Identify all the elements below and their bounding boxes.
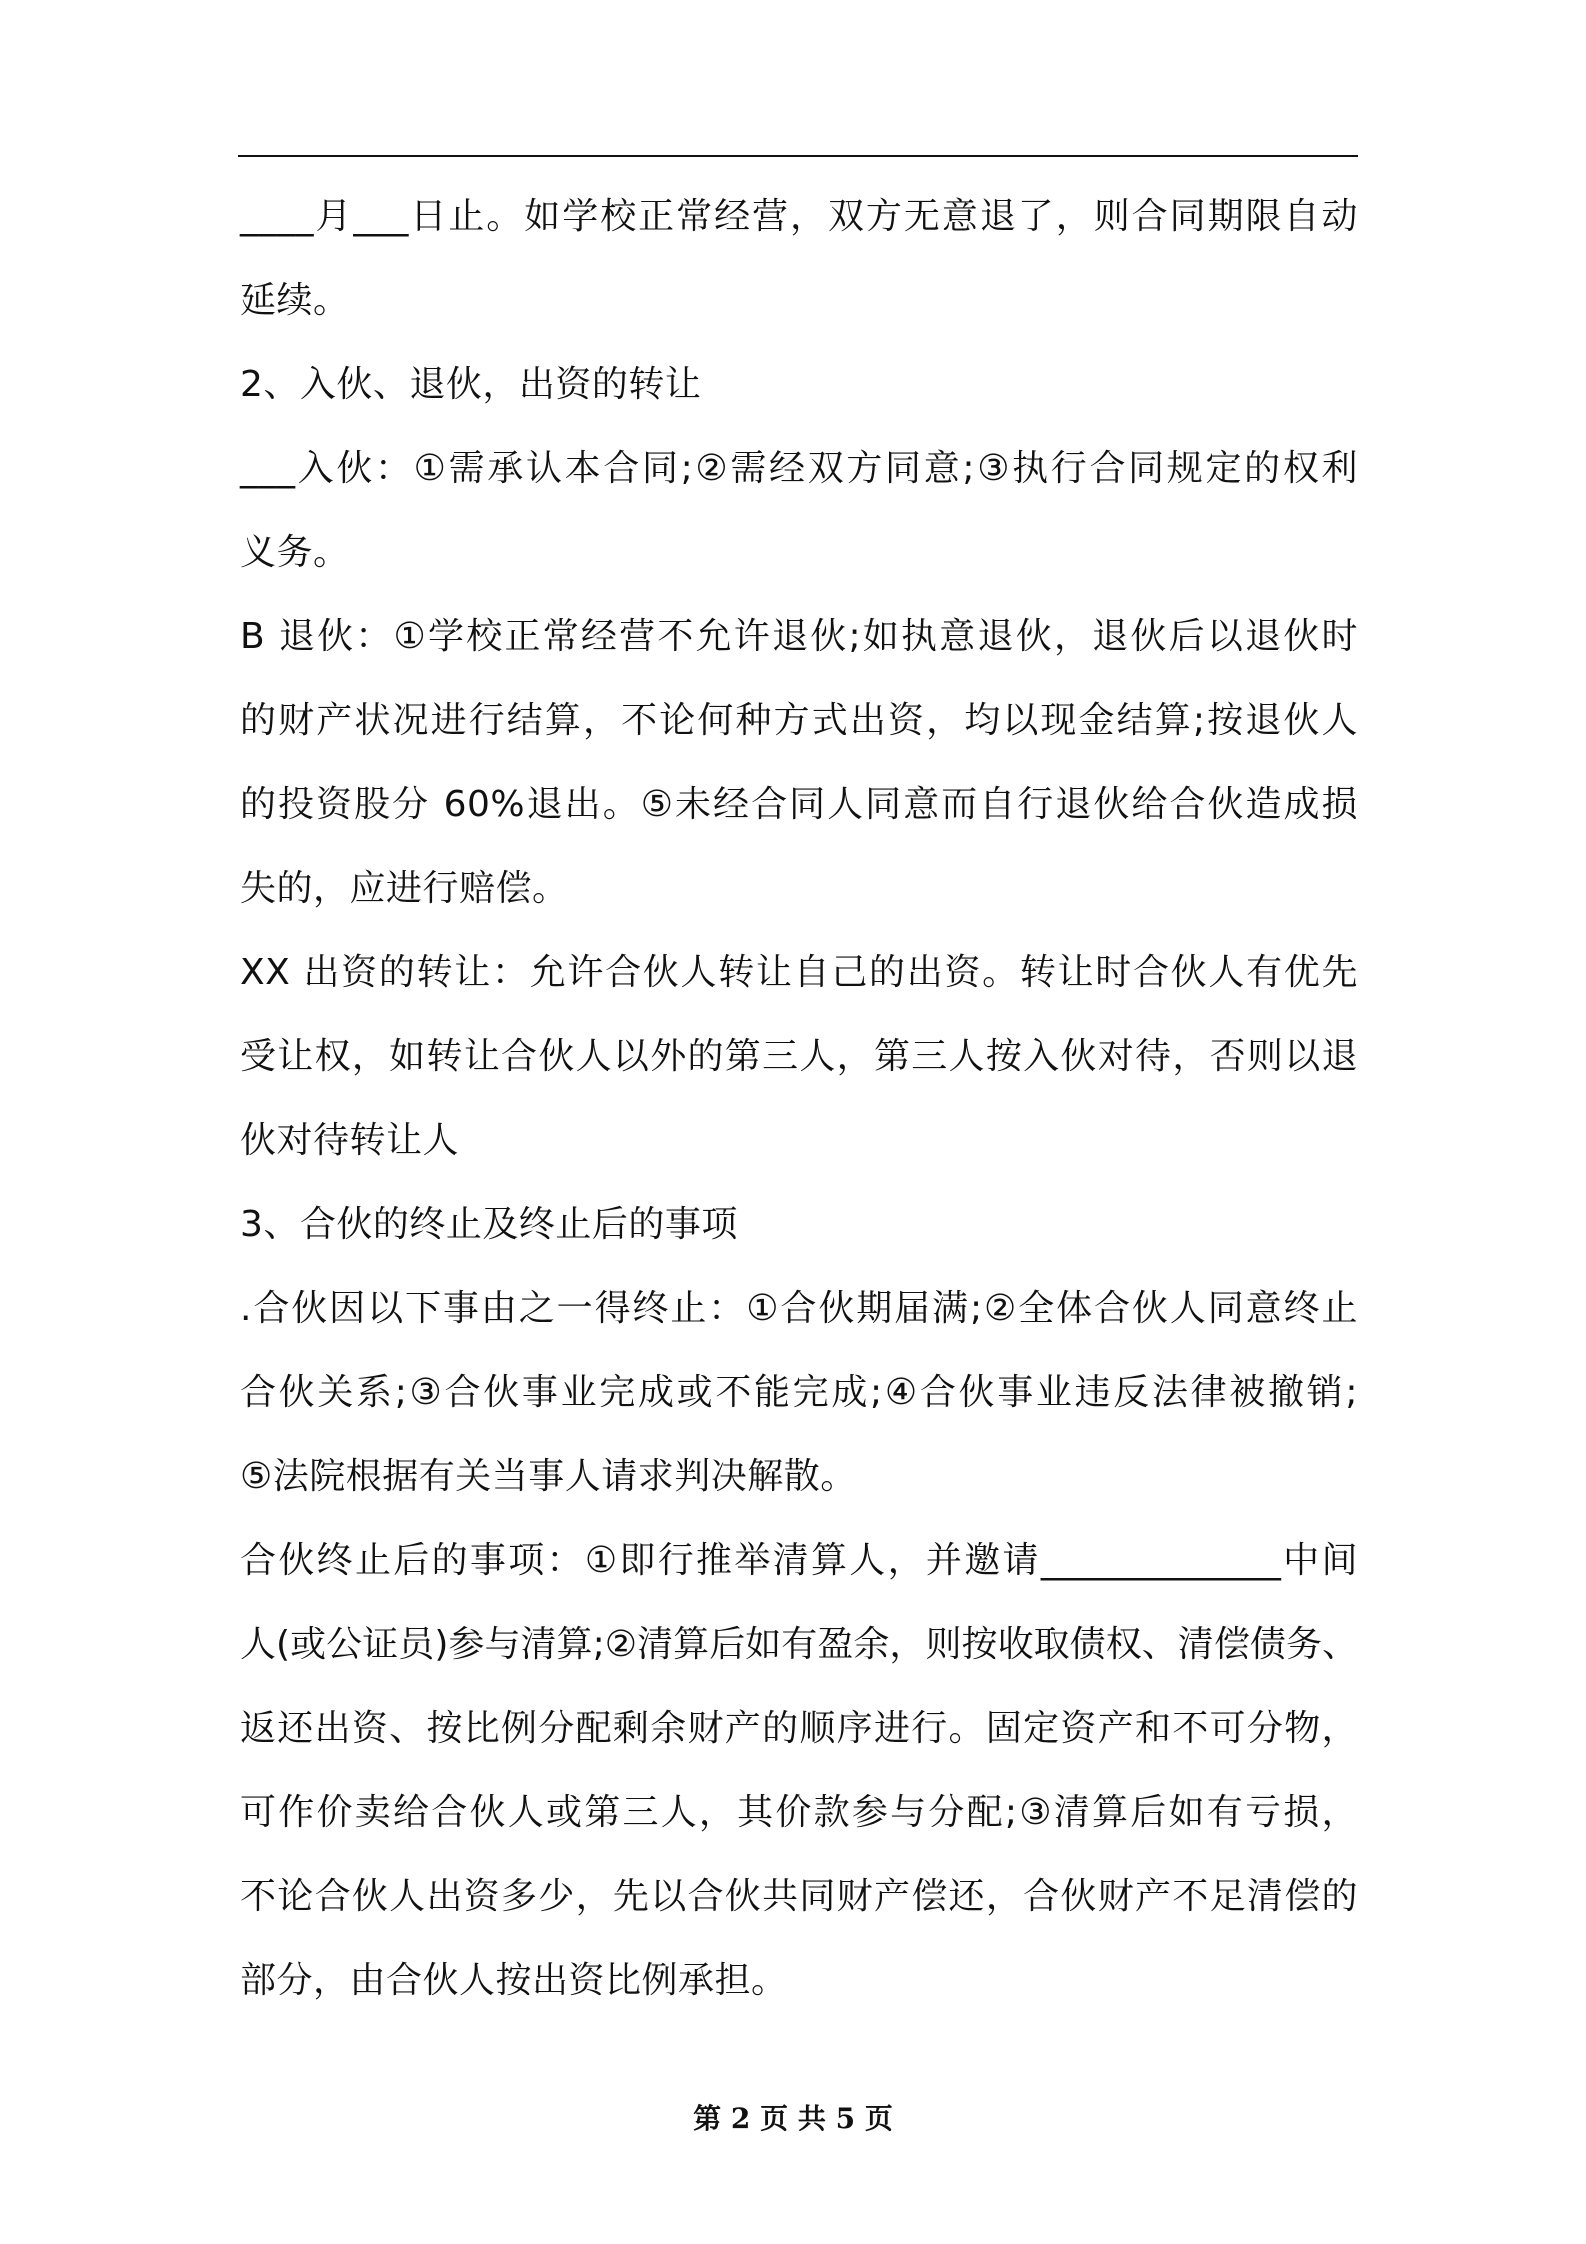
body-line: XX 出资的转让：允许合伙人转让自己的出资。转让时合伙人有优先 [240,952,1358,993]
body-line: 不论合伙人出资多少，先以合伙共同财产偿还，合伙财产不足清偿的 [240,1876,1358,1917]
body-line: ____月___日止。如学校正常经营，双方无意退了，则合同期限自动 [240,196,1358,237]
body-line: 伙对待转让人 [240,1120,460,1161]
body-line: 失的，应进行赔偿。 [240,868,569,909]
body-line: 的财产状况进行结算，不论何种方式出资，均以现金结算;按退伙人 [240,700,1358,741]
body-line: 人(或公证员)参与清算;②清算后如有盈余，则按收取债权、清偿债务、 [240,1624,1358,1665]
body-line: 义务。 [240,532,350,573]
body-line: 受让权，如转让合伙人以外的第三人，第三人按入伙对待，否则以退 [240,1036,1358,1077]
body-line: 返还出资、按比例分配剩余财产的顺序进行。固定资产和不可分物， [240,1708,1358,1749]
page-number: 第 2 页 共 5 页 [693,2102,893,2135]
body-line: 部分，由合伙人按出资比例承担。 [240,1960,788,2001]
body-line: B 退伙：①学校正常经营不允许退伙;如执意退伙，退伙后以退伙时 [240,616,1358,657]
body-line: .合伙因以下事由之一得终止：①合伙期届满;②全体合伙人同意终止 [240,1288,1358,1329]
body-line: 的投资股分 60%退出。⑤未经合同人同意而自行退伙给合伙造成损 [240,784,1358,825]
body-line: 可作价卖给合伙人或第三人，其价款参与分配;③清算后如有亏损， [240,1792,1358,1833]
body-line: 延续。 [240,280,350,321]
body-line: ⑤法院根据有关当事人请求判决解散。 [240,1456,857,1497]
section-heading: 3、合伙的终止及终止后的事项 [240,1204,738,1245]
body-line: 合伙关系;③合伙事业完成或不能完成;④合伙事业违反法律被撤销; [240,1372,1358,1413]
body-line: ___入伙：①需承认本合同;②需经双方同意;③执行合同规定的权利 [240,448,1358,489]
document-body [240,196,1358,2044]
section-heading: 2、入伙、退伙，出资的转让 [240,364,702,405]
header-rule [238,155,1358,157]
body-line: 合伙终止后的事项：①即行推举清算人，并邀请_____________中间 [240,1540,1358,1581]
